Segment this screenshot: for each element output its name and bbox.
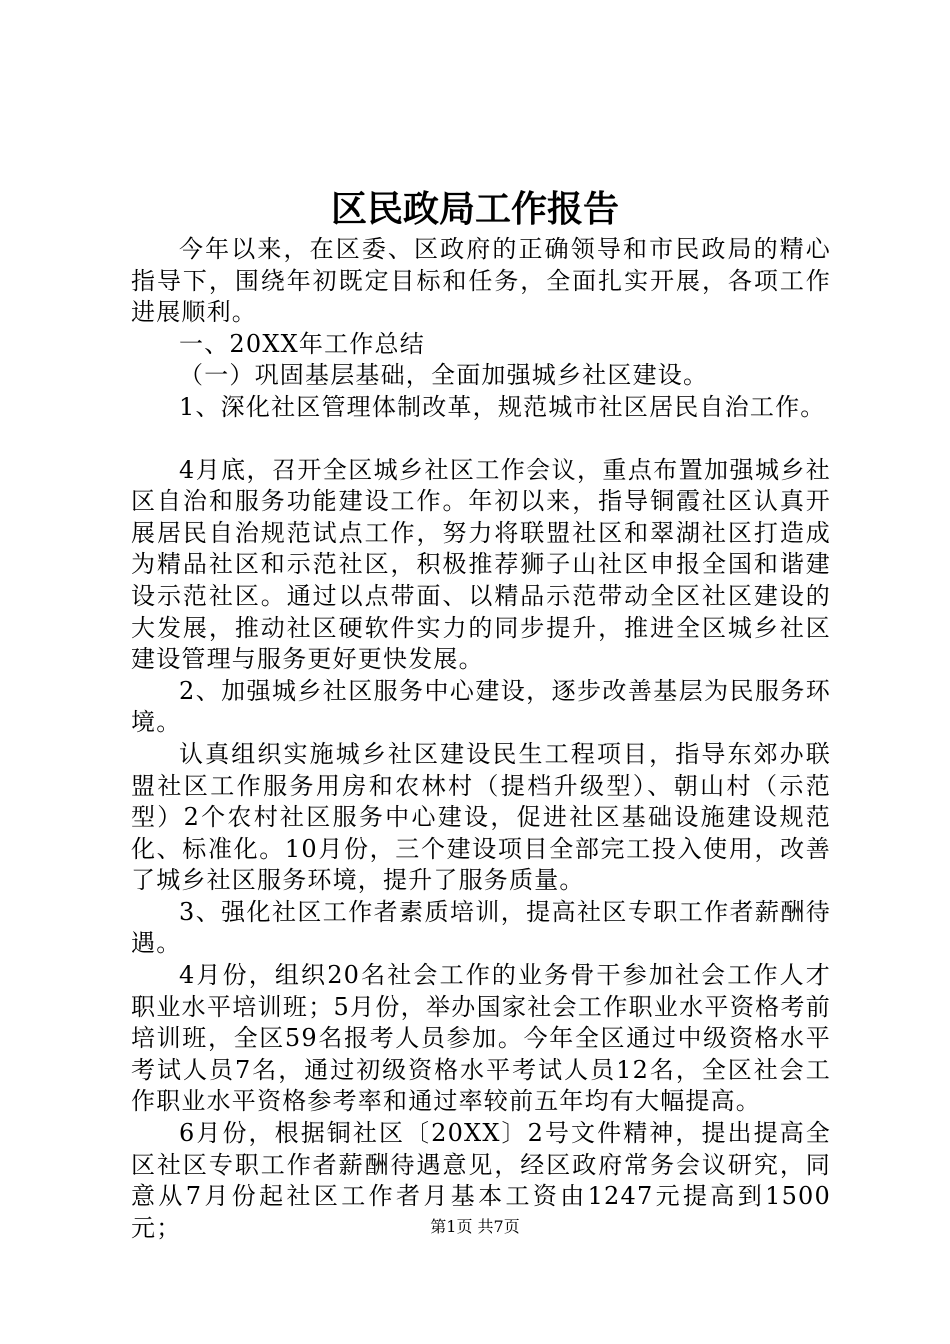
document-body	[131, 234, 831, 1244]
paragraph-item-3-salary: 6月份，根据铜社区〔20XX〕2号文件精神，提出提高全区社区专职工作者薪酬待遇意见，经区政府常务会议研究，同意从7月份起社区工作者月基本工资由1247元提高到1500元；	[131, 1119, 831, 1242]
paragraph-item-3-training: 4月份，组织20名社会工作的业务骨干参加社会工作人才职业水平培训班；5月份，举办国家社会工作职业水平资格考前培训班，全区59名报考人员参加。今年全区通过中级资格水平考试人员7名，通过初级资格水平考试人员12名，全区社会工作职业水平资格参考率和通过率较前五年均有大幅提高。	[131, 961, 831, 1116]
page-number-footer: 第1页 共7页	[430, 1217, 520, 1236]
paragraph-intro: 今年以来，在区委、区政府的正确领导和市民政局的精心指导下，围绕年初既定目标和任务，全面扎实开展，各项工作进展顺利。	[131, 235, 831, 327]
item-heading-2: 2、加强城乡社区服务中心建设，逐步改善基层为民服务环境。	[131, 676, 831, 737]
document-title: 区民政局工作报告	[330, 188, 619, 230]
item-heading-3: 3、强化社区工作者素质培训，提高社区专职工作者薪酬待遇。	[131, 897, 831, 958]
section-heading-summary: 一、20XX年工作总结	[179, 329, 425, 358]
item-heading-1: 1、深化社区管理体制改革，规范城市社区居民自治工作。	[179, 392, 826, 421]
paragraph-item-2: 认真组织实施城乡社区建设民生工程项目，指导东郊办联盟社区工作服务用房和农林村（提档升级型）、朝山村（示范型）2个农村社区服务中心建设，促进社区基础设施建设规范化、标准化。10月份，三个建设项目全部完工投入使用，改善了城乡社区服务环境，提升了服务质量。	[131, 739, 831, 895]
paragraph-item-1: 4月底，召开全区城乡社区工作会议，重点布置加强城乡社区自治和服务功能建设工作。年初以来，指导铜霞社区认真开展居民自治规范试点工作，努力将联盟社区和翠湖社区打造成为精品社区和示范社区，积极推荐狮子山社区申报全国和谐建设示范社区。通过以点带面、以精品示范带动全区社区建设的大发展，推动社区硬软件实力的同步提升，推进全区城乡社区建设管理与服务更好更快发展。	[131, 455, 831, 674]
subsection-heading-community: （一）巩固基层基础，全面加强城乡社区建设。	[179, 361, 709, 390]
